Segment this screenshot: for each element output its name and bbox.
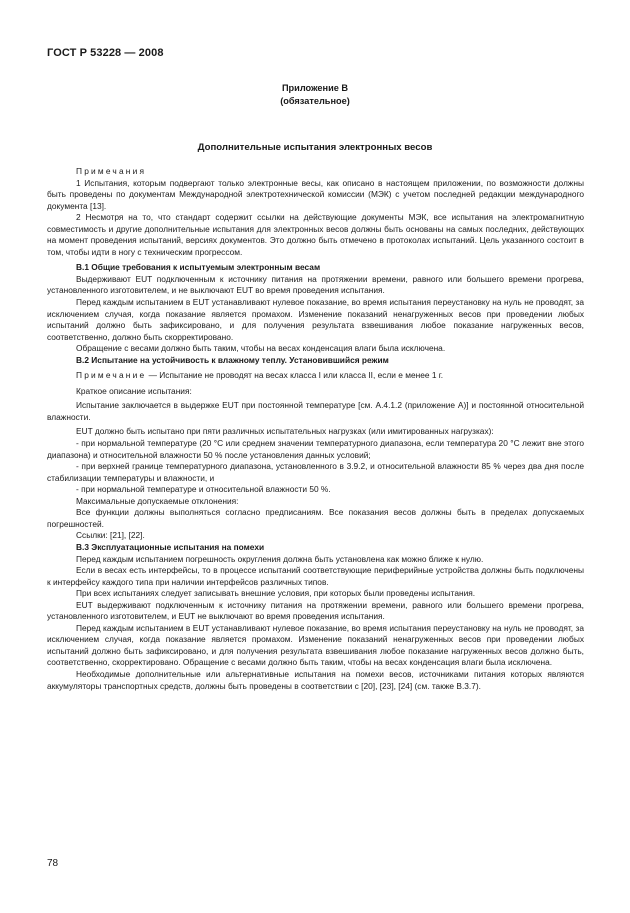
section-b1-paragraph: Перед каждым испытанием в EUT устанавливают нулевое показание, во время испытания переустановку на нуль не проводят, за исключением случая, когда показание является промахом. Изменение показаний ненагруженных весов при проведении любых испытаний должно быть зафиксировано, и для получения результата взвешивания любое показание нагруженных весов, соответственно, должно быть скорректировано. [47,297,584,342]
note-heading: Примечания [76,166,147,176]
section-b2-paragraph: Максимальные допускаемые отклонения: [76,495,239,506]
page-number: 78 [47,858,59,869]
section-b2-note-label: Примечание [76,370,147,381]
section-b2-paragraph: Испытание заключается в выдержке EUT при постоянной температуре [см. А.4.1.2 (приложение А)] и постоянной относительной влажности. [47,400,584,422]
document-header-id: ГОСТ Р 53228 — 2008 [47,47,164,59]
section-b1-paragraph: Обращение с весами должно быть таким, чтобы на весах конденсация влаги была исключена. [76,343,446,354]
document-body [47,166,584,692]
section-b2-summary-label: Краткое описание испытания: [76,385,192,396]
annex-title: Приложение В [281,83,349,93]
note-item-1: 1 Испытания, которым подвергают только электронные весы, как описано в настоящем приложении, по возможности должны быть проведены по документам Международной электротехнической комиссии (МЭК) с учетом последней редакции международного документа [13]. [47,177,584,211]
section-b2-paragraph: - при нормальной температуре и относительной влажности 50 %. [76,484,331,495]
section-b3-paragraph: EUT выдерживают подключенным к источнику питания на протяжении времени, равного или большего времени прогрева, установленного изготовителем, и EUT не выключают во время проведения испытания. [47,599,584,622]
section-b2-paragraph: - при верхней границе температурного диапазона, установленного в 3.9.2, и относительной влажности 85 % через два дня после стабилизации температуры и влажности, и [47,461,584,483]
section-b3-paragraph: Необходимые дополнительные или альтернативные испытания на помехи весов, источниками питания которых являются аккумуляторы транспортных средств, должны быть проведены в соответствии с [20], [23], [24] (см. также В.3.7). [47,668,584,691]
section-b3-paragraph: Перед каждым испытанием в EUT устанавливают нулевое показание, во время испытания переустановку на нуль не проводят, за исключением случая, когда показание является промахом. Изменение показаний ненагруженных весов при проведении любых испытаний должно быть зафиксировано, и для получения результата взвешивания любое показание нагруженных весов должно быть, соответственно, скорректировано. Обращение с весами должно быть таким, чтобы на весах конденсация влаги была исключена. [47,622,584,668]
section-b2-note [47,370,584,382]
section-b2-paragraph: Все функции должны выполняться согласно предписаниям. Все показания весов должны быть в пределах допускаемых погрешностей. [47,507,584,529]
note-item-2: 2 Несмотря на то, что стандарт содержит ссылки на действующие документы МЭК, все испытания на электромагнитную совместимость и другие дополнительные испытания для электронных весов должны быть основаны на самых последних, действующих на момент проведения испытаний, версиях документов. Это должно быть отмечено в протоколах испытаний. Цель указанного состоит в том, чтобы идти в ногу с техническим прогрессом. [47,212,584,257]
section-b2-heading: В.2 Испытание на устойчивость к влажному теплу. Установившийся режим [76,354,389,365]
section-b3-heading: В.3 Эксплуатационные испытания на помехи [76,541,265,552]
section-b2-note-text: — Испытание не проводят на весах класса I или класса II, если e менее 1 г. [146,370,444,381]
section-b1-paragraph: Выдерживают EUT подключенным к источнику питания на протяжении времени, равного или большего времени прогрева, установленного изготовителем, и не выключают EUT во время проведения испытания. [47,273,584,296]
section-b2-paragraph: - при нормальной температуре (20 °С или среднем значении температурного диапазона, если температура 20 °С лежит вне этого диапазона) и относительной влажности 50 % после установления данных условий; [47,438,584,460]
section-b1-heading: В.1 Общие требования к испытуемым электронным весам [76,262,321,273]
section-b2-paragraph: Ссылки: [21], [22]. [76,530,145,541]
main-title: Дополнительные испытания электронных весов [197,142,433,153]
annex-status: (обязательное) [280,96,350,106]
section-b3-paragraph: При всех испытаниях следует записывать внешние условия, при которых были проведены испытания. [76,588,476,599]
section-b2-paragraph: EUT должно быть испытано при пяти различных испытательных нагрузках (или имитированных нагрузках): [76,426,494,437]
section-b3-paragraph: Перед каждым испытанием погрешность округления должна быть установлена как можно ближе к нулю. [76,553,484,564]
section-b3-paragraph: Если в весах есть интерфейсы, то в процессе испытаний соответствующие периферийные устройства должны быть подключены к интерфейсу каждого типа при наличии интерфейсов различных типов. [47,565,584,587]
